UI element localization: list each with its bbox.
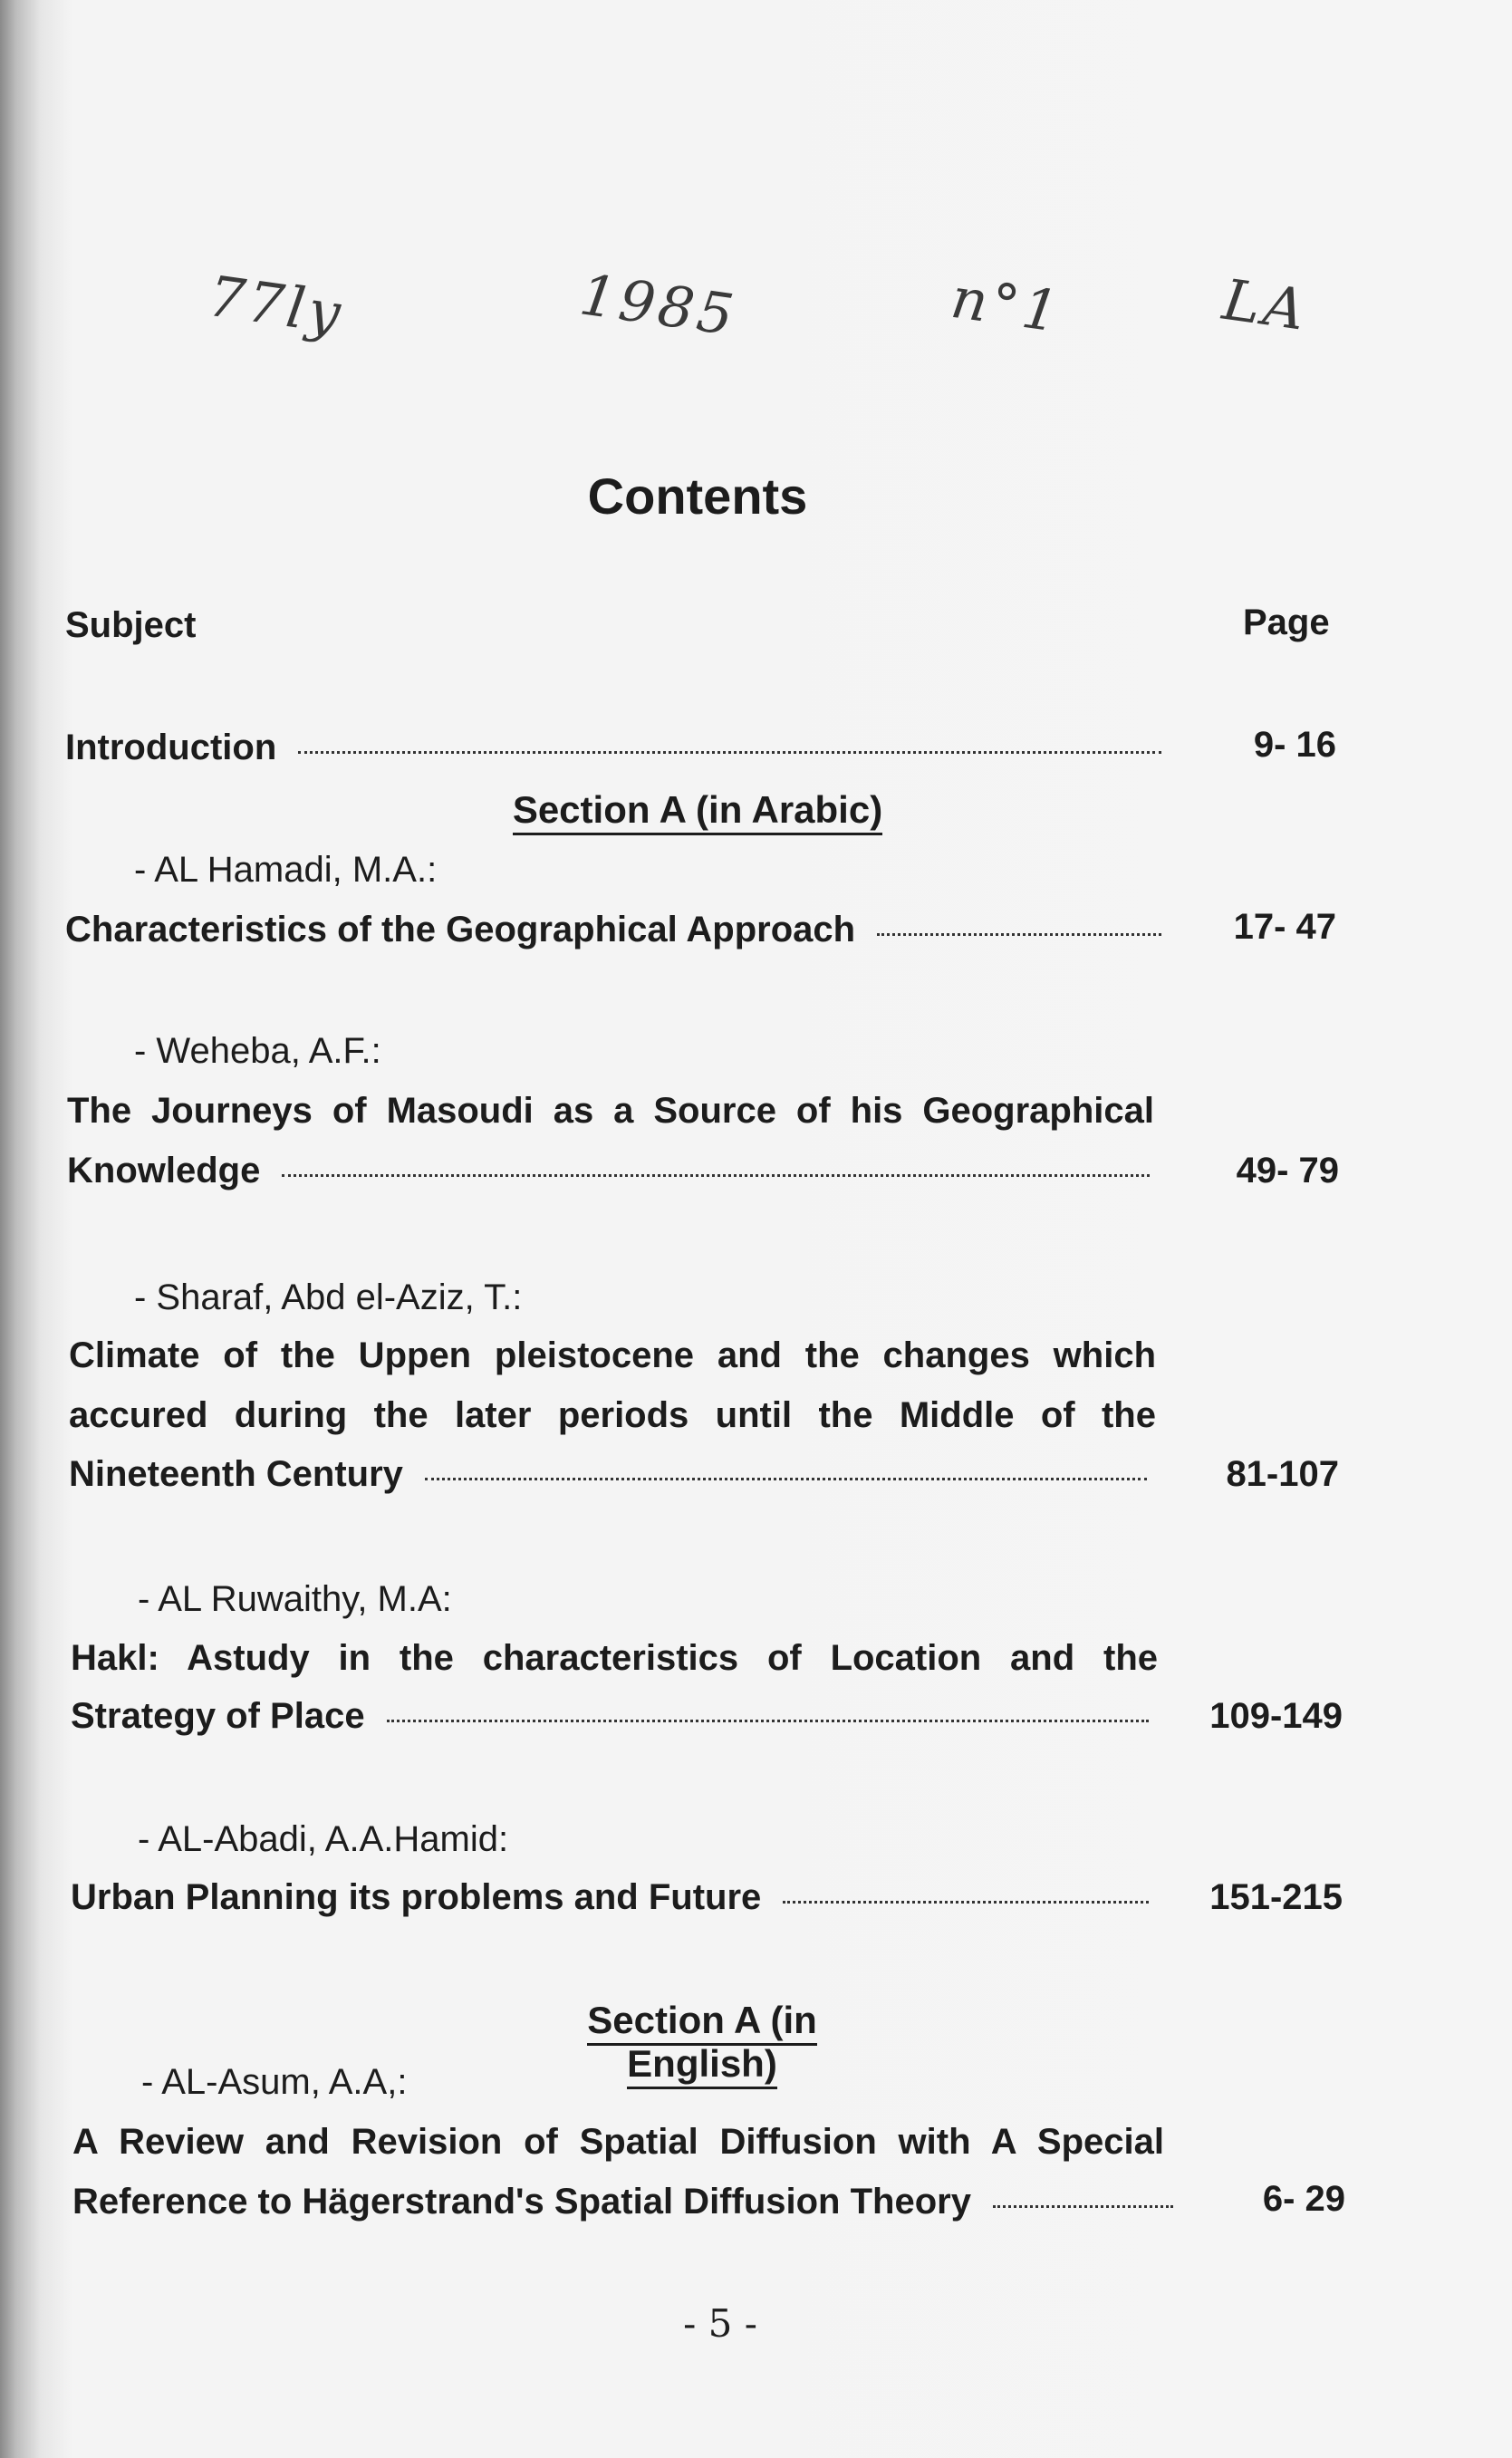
entry-pages: 151-215 [1209,1877,1343,1917]
leader-dots [282,1174,1150,1177]
leader-dots [425,1478,1147,1480]
entry-title-line: Climate of the Uppen pleistocene and the changes which [69,1335,1156,1375]
entry-title-line: accured during the later periods until the Middle of the [69,1395,1156,1435]
entry-author: - AL-Abadi, A.A.Hamid: [138,1819,509,1859]
leader-dots [783,1901,1149,1904]
section-heading-arabic: Section A (in Arabic) [507,788,888,832]
entry-author: - AL Ruwaithy, M.A: [138,1579,452,1619]
handwritten-mark-2: 1985 [575,261,742,349]
leader-dots [993,2205,1173,2208]
entry-author: - Sharaf, Abd el-Aziz, T.: [134,1277,523,1317]
entry-title: Reference to Hägerstrand's Spatial Diffusion Theory [72,2182,971,2222]
entry-pages: 6- 29 [1262,2179,1345,2219]
entry-author: - Weheba, A.F.: [134,1031,381,1071]
leader-dots [387,1720,1149,1722]
toc-entry [69,1454,1147,1495]
toc-entry [71,1877,1149,1918]
entry-pages: 49- 79 [1236,1151,1339,1190]
toc-entry [71,1696,1149,1737]
toc-entry [65,910,1161,950]
entry-title: Strategy of Place [71,1696,365,1736]
leader-dots [877,933,1161,936]
entry-title: Urban Planning its problems and Future [71,1877,762,1917]
entry-author: - AL-Asum, A.A,: [141,2062,408,2102]
entry-pages: 9- 16 [1253,725,1336,765]
entry-title-line: Hakl: Astudy in the characteristics of Location and the [71,1638,1158,1678]
subject-header: Subject [65,605,197,645]
page-number: - 5 - [683,2301,757,2346]
entry-title: Characteristics of the Geographical Approach [65,910,856,949]
entry-title: Knowledge [67,1151,261,1190]
page-title: Contents [587,468,808,525]
entry-title: Nineteenth Century [69,1454,403,1494]
entry-pages: 81-107 [1226,1454,1339,1494]
leader-dots [298,751,1161,754]
entry-author: - AL Hamadi, M.A.: [134,850,438,890]
toc-entry-introduction [65,728,1161,768]
section-heading-english: Section A (in English) [512,1999,892,2086]
handwritten-mark-3: n°1 [947,264,1066,346]
toc-entry [67,1151,1150,1191]
page-header: Page [1243,602,1330,642]
entry-title-line: The Journeys of Masoudi as a Source of his Geographical [67,1091,1154,1131]
toc-entry [72,2182,1173,2222]
entry-pages: 17- 47 [1233,907,1336,947]
entry-title-line: A Review and Revision of Spatial Diffusion with A Special [72,2122,1164,2162]
handwritten-mark-1: 77ly [204,262,349,348]
entry-title: Introduction [65,728,277,767]
handwritten-mark-4: LA [1218,265,1313,344]
entry-pages: 109-149 [1209,1696,1343,1736]
